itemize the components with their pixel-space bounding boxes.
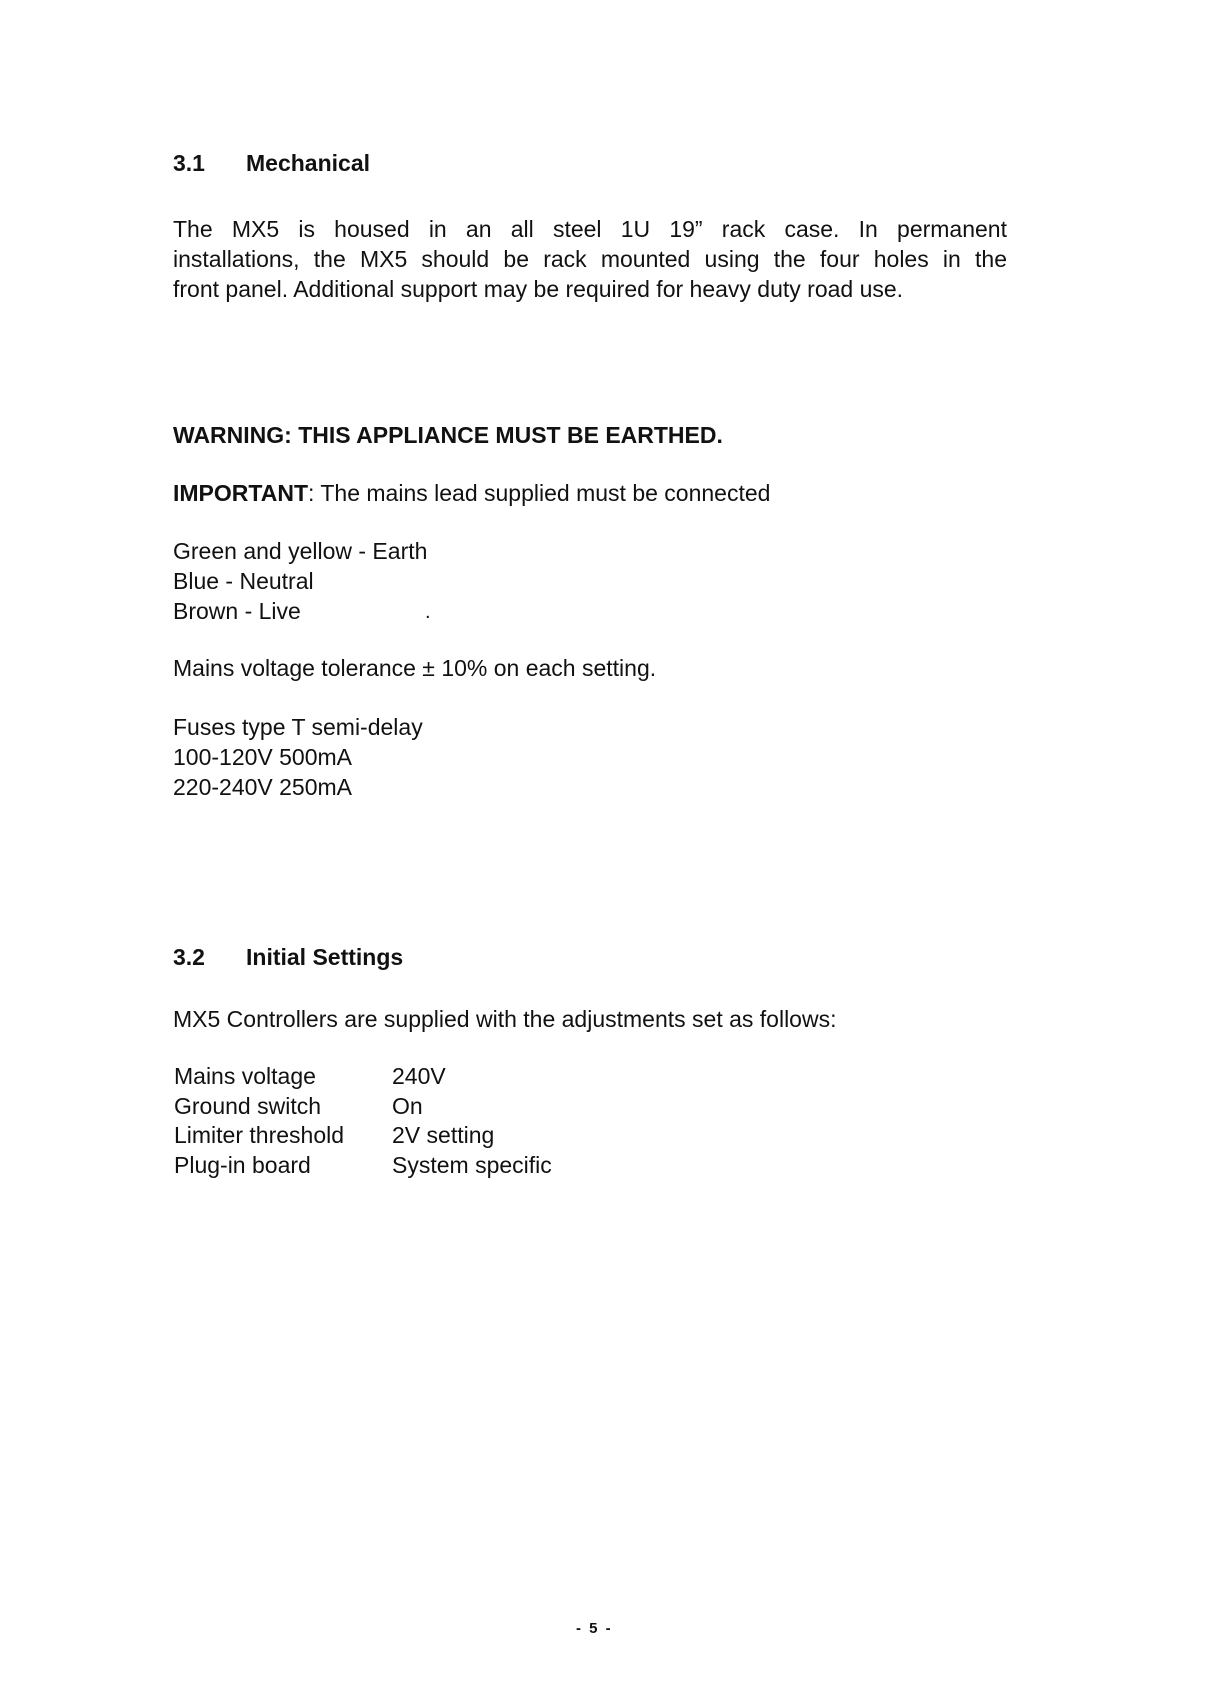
section-title: Initial Settings bbox=[246, 944, 404, 970]
paragraph-line: The MX5 is housed in an all steel 1U 19” rack case. In permanent bbox=[173, 216, 1007, 242]
wiring-list bbox=[173, 536, 427, 626]
table-row bbox=[174, 1151, 552, 1181]
paragraph-line: front panel. Additional support may be required for heavy duty road use. bbox=[173, 276, 904, 302]
fuse-item: 220-240V 250mA bbox=[173, 774, 353, 800]
settings-table bbox=[174, 1062, 552, 1180]
wiring-item: Green and yellow - Earth bbox=[173, 538, 428, 564]
important-text: : The mains lead supplied must be connected bbox=[308, 480, 771, 506]
voltage-tolerance: Mains voltage tolerance ± 10% on each setting. bbox=[173, 655, 657, 681]
section-number: 3.1 bbox=[173, 150, 205, 176]
initial-settings-intro: MX5 Controllers are supplied with the adjustments set as follows: bbox=[173, 1006, 837, 1032]
setting-label: Plug-in board bbox=[174, 1151, 311, 1178]
mechanical-paragraph bbox=[173, 214, 1007, 304]
fuse-item: 100-120V 500mA bbox=[173, 744, 353, 770]
setting-value: On bbox=[392, 1092, 423, 1119]
fuse-item: Fuses type T semi-delay bbox=[173, 714, 423, 740]
section-number: 3.2 bbox=[173, 944, 205, 970]
setting-label: Limiter threshold bbox=[174, 1122, 345, 1148]
section-heading-mechanical bbox=[173, 150, 370, 177]
table-row bbox=[174, 1092, 552, 1122]
setting-value: 240V bbox=[392, 1063, 446, 1089]
setting-value: System specific bbox=[392, 1151, 552, 1178]
table-row bbox=[174, 1121, 552, 1151]
table-row bbox=[174, 1062, 552, 1092]
setting-value: 2V setting bbox=[392, 1122, 495, 1148]
fuse-list bbox=[173, 712, 423, 802]
earthing-warning: WARNING: THIS APPLIANCE MUST BE EARTHED. bbox=[173, 422, 723, 448]
page-number: - 5 - bbox=[576, 1620, 613, 1637]
wiring-item: Blue - Neutral bbox=[173, 568, 314, 594]
setting-label: Mains voltage bbox=[174, 1063, 316, 1089]
wiring-item: Brown - Live bbox=[173, 598, 301, 624]
setting-label: Ground switch bbox=[174, 1092, 322, 1119]
important-note bbox=[173, 478, 770, 508]
important-label: IMPORTANT bbox=[173, 480, 309, 506]
section-heading-initial-settings bbox=[173, 944, 403, 971]
section-title: Mechanical bbox=[246, 150, 370, 176]
paragraph-line: installations, the MX5 should be rack mounted using the four holes in the bbox=[173, 246, 1007, 272]
stray-mark: . bbox=[425, 601, 431, 623]
